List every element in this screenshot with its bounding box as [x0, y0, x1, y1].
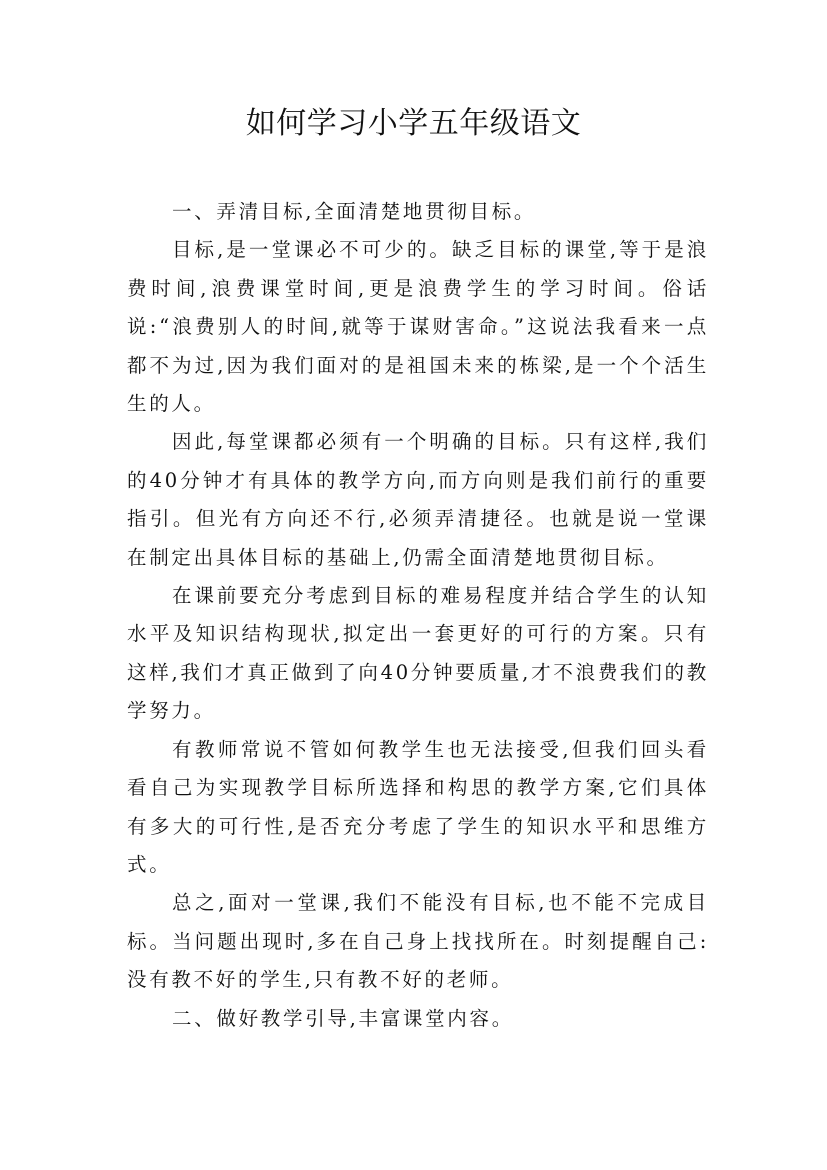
- paragraph: 因此,每堂课都必须有一个明确的目标。只有这样,我们的40分钟才有具体的教学方向,而方向则是我们前行的重要指引。但光有方向还不行,必须弄清捷径。也就是说一堂课在制定出具体目标的基础上,仍需全面清楚地贯彻目标。: [127, 430, 709, 569]
- document-body: [127, 193, 709, 1038]
- paragraph: 在课前要充分考虑到目标的难易程度并结合学生的认知水平及知识结构现状,拟定出一套更好的可行的方案。只有这样,我们才真正做到了向40分钟要质量,才不浪费我们的教学努力。: [127, 584, 709, 723]
- paragraph: 目标,是一堂课必不可少的。缺乏目标的课堂,等于是浪费时间,浪费课堂时间,更是浪费学生的学习时间。俗话说:“浪费别人的时间,就等于谋财害命。”这说法我看来一点都不为过,因为我们面对的是祖国未来的栋梁,是一个个活生生的人。: [127, 238, 709, 416]
- heading-section-one: 一、弄清目标,全面清楚地贯彻目标。: [172, 200, 537, 223]
- document-title: 如何学习小学五年级语文: [245, 106, 582, 141]
- paragraph: 总之,面对一堂课,我们不能没有目标,也不能不完成目标。当问题出现时,多在自己身上找找所在。时刻提醒自己:没有教不好的学生,只有教不好的老师。: [127, 891, 709, 992]
- heading-section-two: 二、做好教学引导,丰富课堂内容。: [172, 1006, 514, 1030]
- paragraph: 有教师常说不管如何教学生也无法接受,但我们回头看看自己为实现教学目标所选择和构思的教学方案,它们具体有多大的可行性,是否充分考虑了学生的知识水平和思维方式。: [127, 737, 709, 876]
